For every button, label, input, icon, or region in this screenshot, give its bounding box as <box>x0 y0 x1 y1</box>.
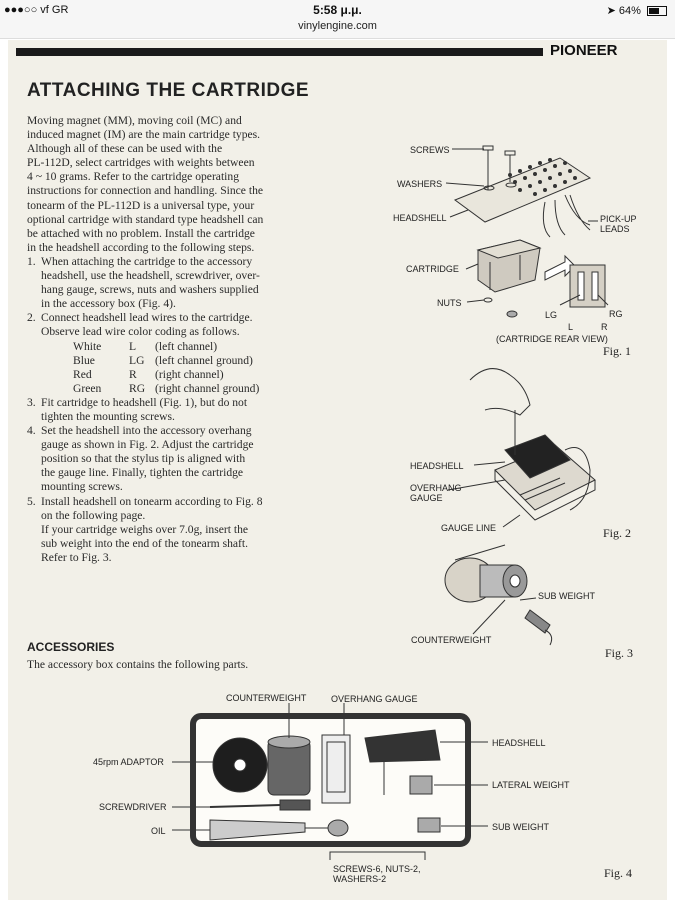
step-4: 4. Set the headshell into the accessory overhang gauge as shown in Fig. 2. Adjust the cartridge position so that the stylus tip is aligned with the gauge line. Finally, tighten the cartridge mounting screws. <box>27 424 254 494</box>
fig1-caption: Fig. 1 <box>603 344 632 358</box>
intro-line: instructions for connection and handling. Since the <box>27 184 264 198</box>
label-lateral-weight: LATERAL WEIGHT <box>492 780 570 790</box>
battery-percent: 64% <box>618 5 641 17</box>
color-row: Green RG (right channel ground) <box>73 381 260 395</box>
intro-line: be attached with no problem. Install the cartridge <box>27 226 255 240</box>
intro-line: Moving magnet (MM), moving coil (MC) and <box>27 114 242 127</box>
brand-logo: PIONEER <box>550 42 618 59</box>
label-overhang-gauge: OVERHANG GAUGE <box>331 694 418 704</box>
label-headshell-fig2: HEADSHELL <box>410 461 464 471</box>
intro-line: 4 ~ 10 grams. Refer to the cartridge operating <box>27 170 239 184</box>
color-row: White L (left channel) <box>73 339 218 353</box>
label-pickup-leads-1: PICK-UP <box>600 214 637 224</box>
label-cartridge: CARTRIDGE <box>406 264 459 274</box>
label-counterweight-fig3: COUNTERWEIGHT <box>411 635 492 645</box>
step-5: 5. Install headshell on tonearm according to Fig. 8 on the following page. If your cartridge weighs over 7.0g, insert the sub weight into the end of the tonearm shaft. Refer to Fig. 3. <box>27 494 263 564</box>
label-r: R <box>601 322 608 332</box>
url-text: vinylengine.com <box>298 20 377 32</box>
label-pickup-leads-2: LEADS <box>600 224 630 234</box>
accessories-text: The accessory box contains the following parts. <box>27 658 249 671</box>
label-oil: OIL <box>151 826 166 836</box>
label-45rpm-adaptor: 45rpm ADAPTOR <box>93 757 164 767</box>
label-sub-weight-fig4: SUB WEIGHT <box>492 822 550 832</box>
fig2-gauge-drawing <box>448 369 595 527</box>
location-icon: ➤ <box>606 5 616 17</box>
intro-line: optional cartridge with standard type headshell can <box>27 212 264 226</box>
label-screwdriver: SCREWDRIVER <box>99 802 167 812</box>
label-rg: RG <box>609 309 623 319</box>
label-headshell-fig4: HEADSHELL <box>492 738 546 748</box>
color-row: Red R (right channel) <box>73 367 224 381</box>
step-3: 3. Fit cartridge to headshell (Fig. 1), but do not tighten the mounting screws. <box>27 395 248 423</box>
accessories-heading: ACCESSORIES <box>27 640 115 654</box>
status-time: 5:58 μ.μ. <box>313 3 362 17</box>
intro-line: PL-112D, select cartridges with weights between <box>27 156 255 170</box>
label-overhang-1: OVERHANG <box>410 483 462 493</box>
label-l: L <box>568 322 574 332</box>
label-lg: LG <box>545 310 558 320</box>
fig4-caption: Fig. 4 <box>604 866 633 880</box>
intro-line: in the headshell according to the following steps. <box>27 240 255 254</box>
label-rear-view: (CARTRIDGE REAR VIEW) <box>496 334 608 344</box>
fig2-caption: Fig. 2 <box>603 526 632 540</box>
fig1-headshell-drawing <box>455 146 608 317</box>
intro-line: induced magnet (IM) are the main cartridge types. <box>27 128 261 142</box>
label-parts-1: SCREWS-6, NUTS-2, <box>333 864 421 874</box>
fig3-caption: Fig. 3 <box>605 646 634 660</box>
intro-line: Although all of these can be used with the <box>27 142 223 156</box>
label-sub-weight: SUB WEIGHT <box>538 591 596 601</box>
color-row: Blue LG (left channel ground) <box>73 353 253 367</box>
step-1: 1. When attaching the cartridge to the accessory headshell, use the headshell, screwdriver, over- hang gauge, screws, nuts and washers supplied in the accessory box (Fig. 4). <box>27 254 260 311</box>
intro-line: tonearm of the PL-112D is a universal type, your <box>27 198 255 212</box>
label-nuts: NUTS <box>437 298 462 308</box>
step-2: 2. Connect headshell lead wires to the cartridge. Observe lead wire color coding as follows. White L (left channel) Blue LG (left channel ground) Red R (right channel) Green RG (right channel ground) <box>27 311 327 396</box>
label-gauge-line: GAUGE LINE <box>441 523 497 533</box>
label-screws: SCREWS <box>410 145 450 155</box>
fig3-subweight-drawing <box>445 545 552 645</box>
label-washers: WASHERS <box>397 179 443 189</box>
label-overhang-2: GAUGE <box>410 493 443 503</box>
label-counterweight: COUNTERWEIGHT <box>226 693 307 703</box>
label-headshell: HEADSHELL <box>393 213 447 223</box>
label-parts-2: WASHERS-2 <box>333 874 387 884</box>
carrier-signal: ●●●○○ vf GR <box>4 4 69 16</box>
page-title: ATTACHING THE CARTRIDGE <box>27 80 310 101</box>
fig4-box-drawing <box>172 703 488 860</box>
